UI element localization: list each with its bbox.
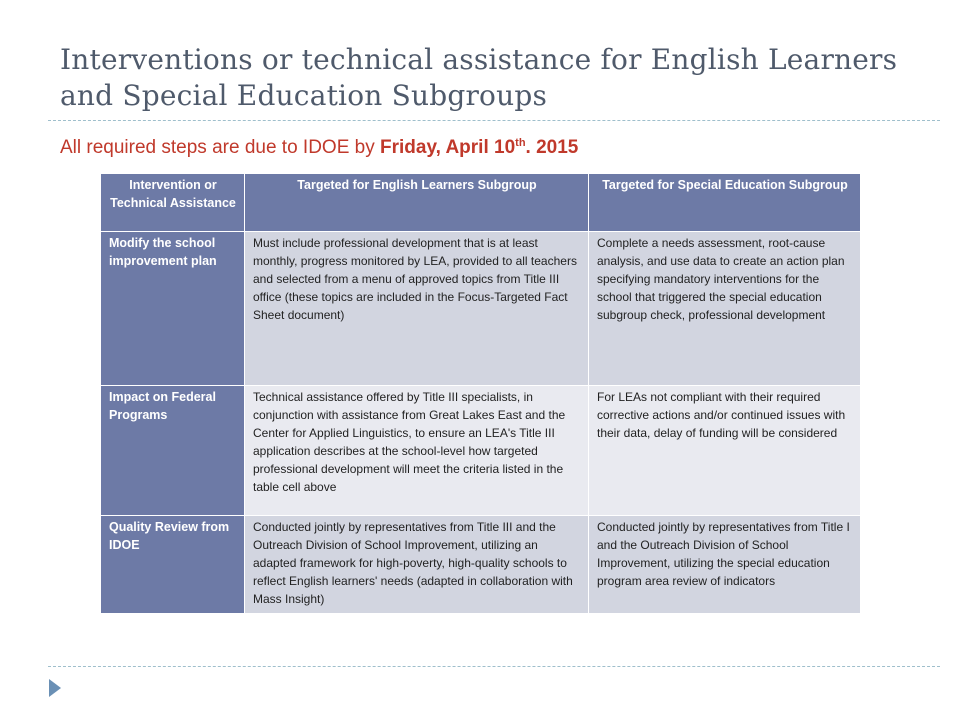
table-row — [101, 516, 861, 614]
table-cell-english-learners: Must include professional development that is at least monthly, progress monitored by LEA, provided to all teachers and selected from a menu of approved topics from Title III office (these topics are included in the Focus-Targeted Fact Sheet document) — [245, 232, 589, 386]
row-header: Quality Review from IDOE — [101, 516, 245, 614]
deadline-note — [60, 137, 578, 159]
table-cell-english-learners: Conducted jointly by representatives from Title III and the Outreach Division of School Improvement, utilizing an adapted framework for high-poverty, high-quality schools to reflect English learners' needs (adapted in collaboration with Mass Insight) — [245, 516, 589, 614]
table-header-row — [101, 174, 861, 232]
interventions-table — [100, 173, 861, 614]
column-header: Targeted for Special Education Subgroup — [589, 174, 861, 232]
triangle-bullet-icon — [49, 679, 61, 697]
table-row — [101, 386, 861, 516]
column-header: Targeted for English Learners Subgroup — [245, 174, 589, 232]
table-cell-special-education: For LEAs not compliant with their required corrective actions and/or continued issues with their data, delay of funding will be considered — [589, 386, 861, 516]
row-header: Modify the school improvement plan — [101, 232, 245, 386]
deadline-date: Friday, April 10 — [380, 137, 516, 158]
deadline-year: . 2015 — [525, 137, 579, 158]
slide-title: Interventions or technical assistance for English Learners and Special Education Subgroups — [60, 43, 898, 112]
deadline-prefix: All required steps are due to IDOE by — [60, 137, 380, 158]
column-header: Intervention or Technical Assistance — [101, 174, 245, 232]
table-cell-special-education: Complete a needs assessment, root-cause analysis, and use data to create an action plan specifying mandatory interventions for the school that triggered the special education subgroup check, professional development — [589, 232, 861, 386]
footer-divider — [48, 666, 940, 667]
table-cell-special-education: Conducted jointly by representatives from Title I and the Outreach Division of School Improvement, utilizing the special education program area review of indicators — [589, 516, 861, 614]
table-row — [101, 232, 861, 386]
title-divider — [48, 120, 940, 121]
table-cell-english-learners: Technical assistance offered by Title III specialists, in conjunction with assistance from Great Lakes East and the Center for Applied Linguistics, to ensure an LEA's Title III application describes at the school-level how targeted professional development will meet the criteria listed in the table cell above — [245, 386, 589, 516]
deadline-superscript: th — [515, 137, 526, 149]
row-header: Impact on Federal Programs — [101, 386, 245, 516]
